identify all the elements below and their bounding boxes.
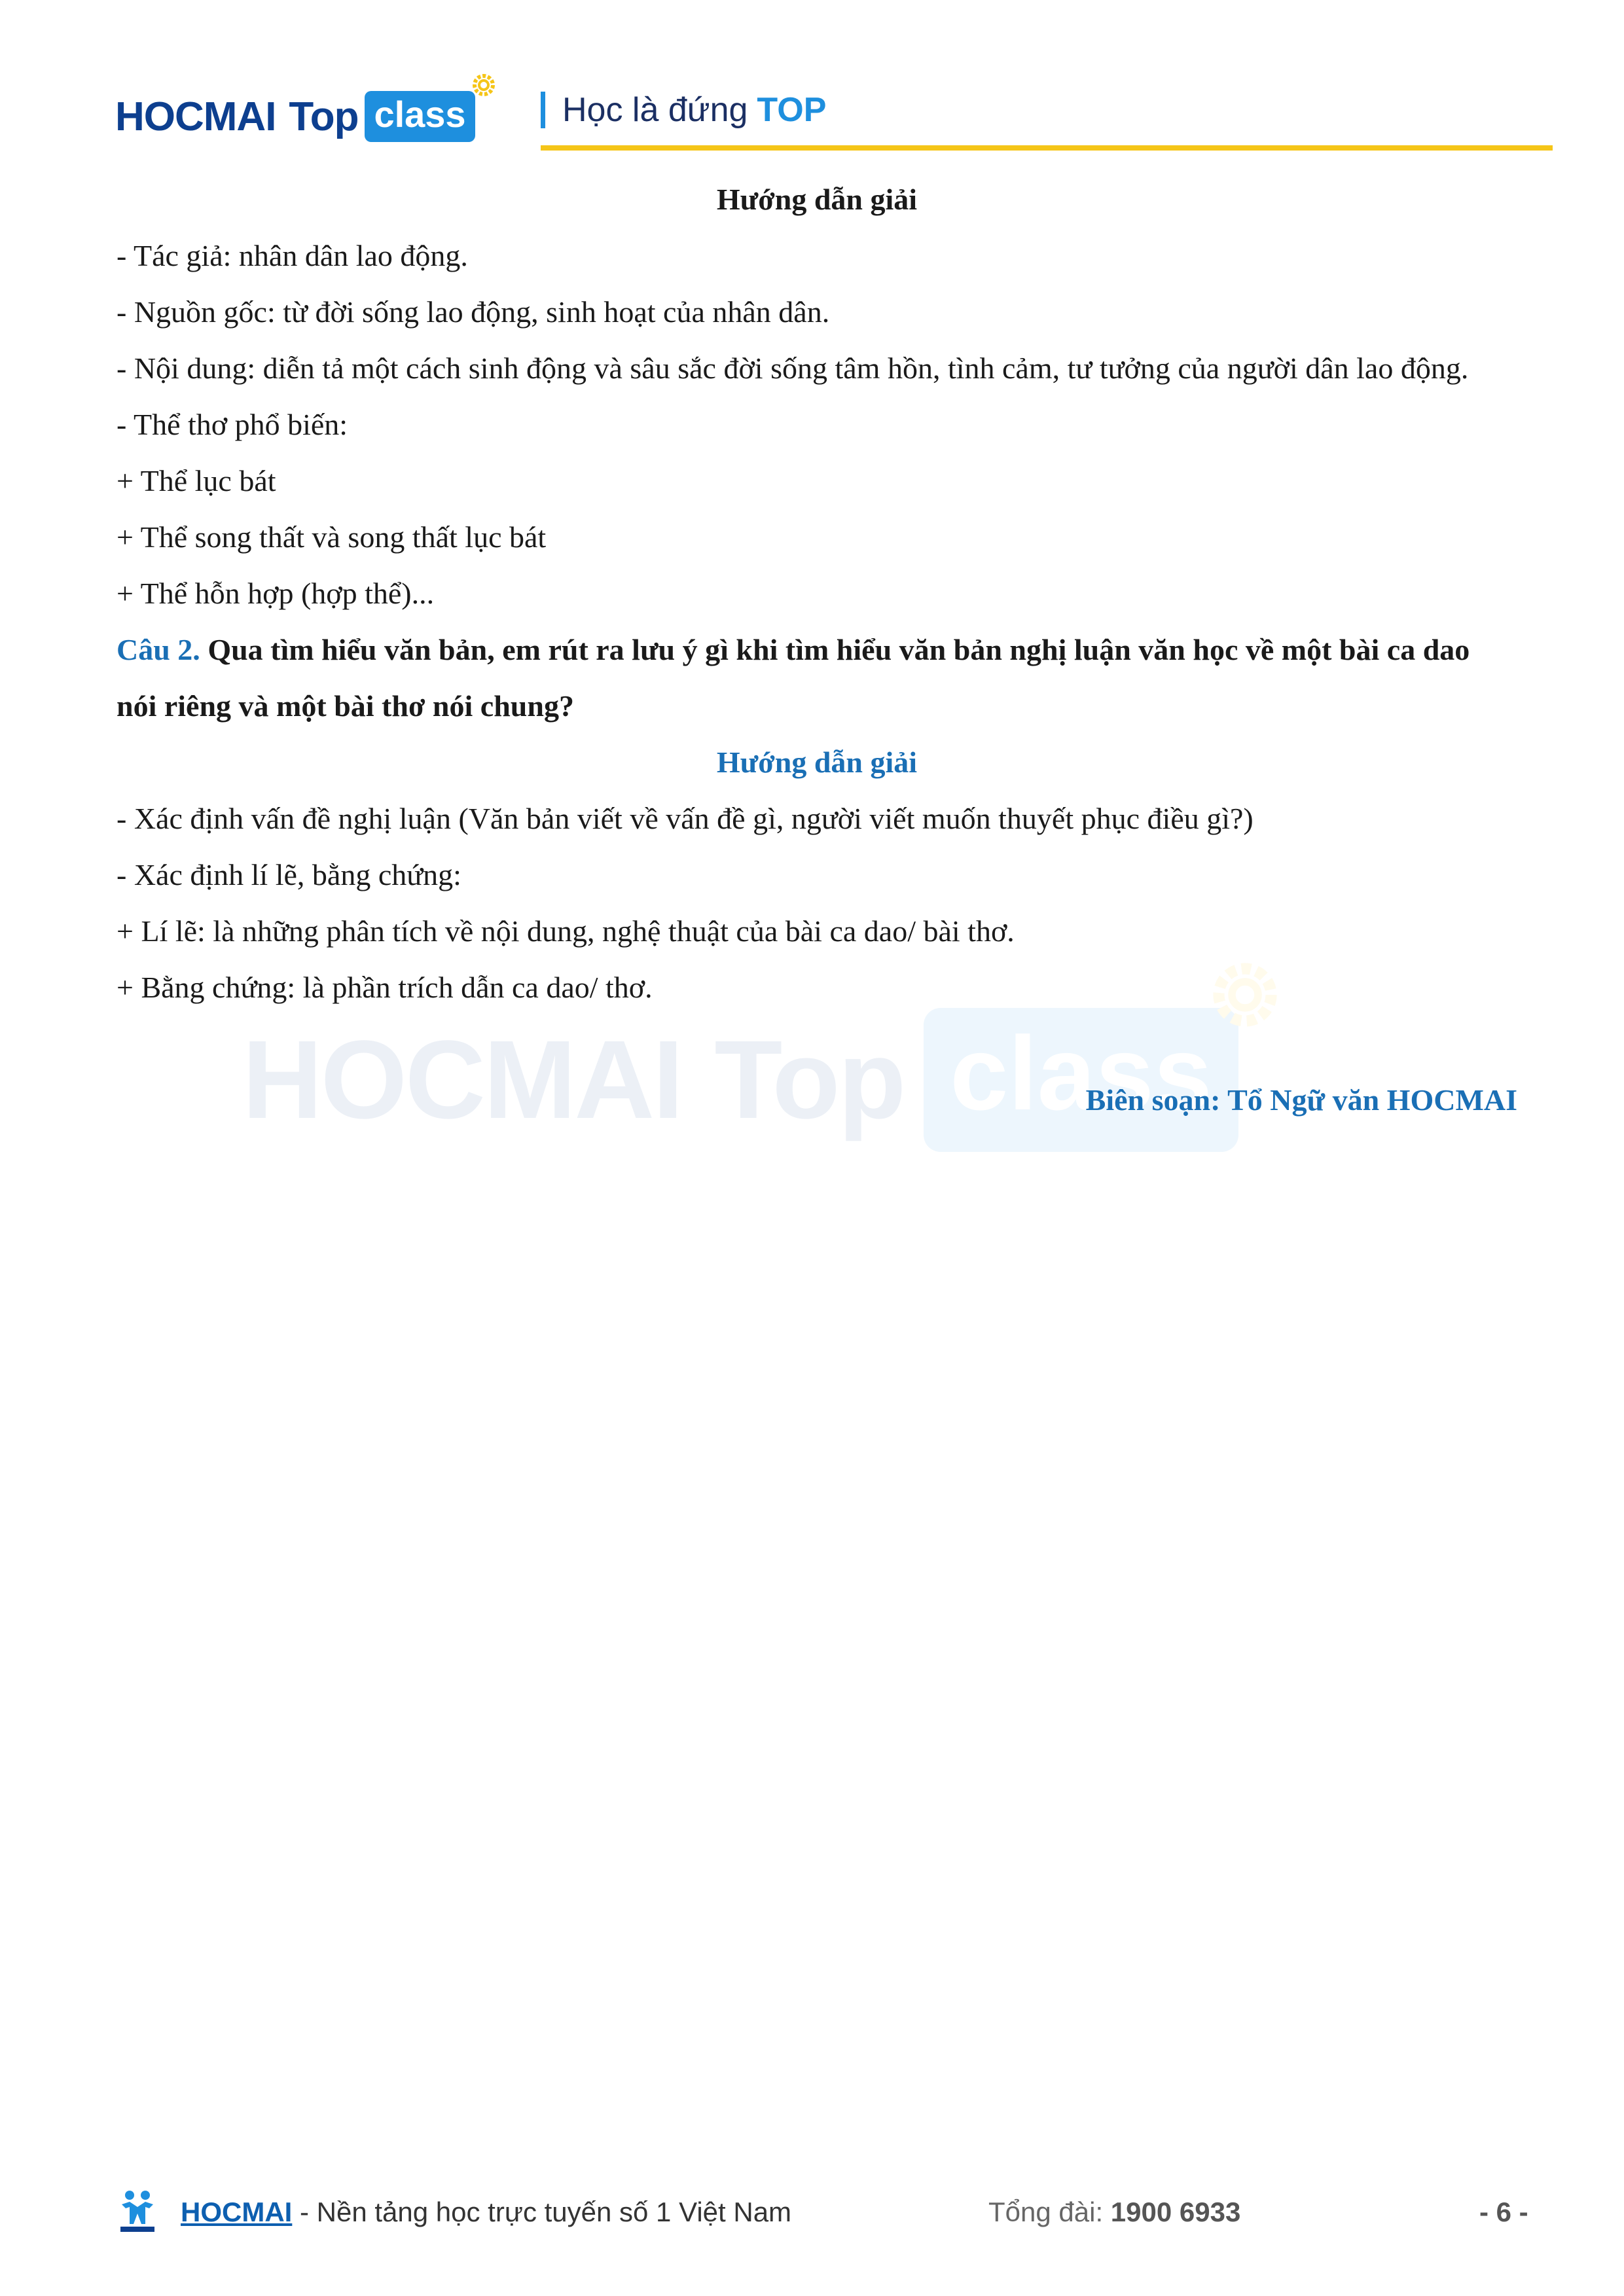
author-signature: Biên soạn: Tổ Ngữ văn HOCMAI bbox=[1085, 1083, 1517, 1117]
footer-slogan bbox=[181, 2197, 791, 2228]
answer-line: - Tác giả: nhân dân lao động. bbox=[117, 239, 468, 272]
logo-top-text: Top bbox=[289, 94, 359, 139]
answer-heading-2: Hướng dẫn giải bbox=[716, 745, 918, 779]
answer-line: + Bằng chứng: là phần trích dẫn ca dao/ thơ. bbox=[117, 971, 653, 1004]
answer-line: + Thể song thất và song thất lục bát bbox=[117, 520, 547, 554]
page-header bbox=[0, 0, 1624, 157]
gear-icon bbox=[470, 71, 497, 99]
page-footer bbox=[0, 2186, 1624, 2245]
answer-line: + Thể lục bát bbox=[117, 464, 276, 497]
tagline-highlight: TOP bbox=[757, 91, 827, 129]
logo-class-badge bbox=[365, 91, 475, 142]
tagline-divider bbox=[541, 92, 545, 128]
answer-line: + Thể hỗn hợp (hợp thể)... bbox=[117, 577, 435, 610]
tagline-text: Học là đứng bbox=[562, 91, 748, 129]
answer-line: - Thể thơ phổ biến: bbox=[117, 408, 348, 441]
hotline-number: 1900 6933 bbox=[1110, 2197, 1241, 2227]
footer-hotline bbox=[988, 2197, 1240, 2228]
answer-heading-1: Hướng dẫn giải bbox=[716, 183, 918, 216]
hocmai-topclass-logo bbox=[115, 84, 475, 149]
watermark-hocmai-text: HOCMAI bbox=[242, 1018, 682, 1142]
question-label: Câu 2. bbox=[117, 633, 200, 666]
logo-class-text: class bbox=[374, 94, 466, 135]
question-2 bbox=[117, 622, 1517, 734]
logo-hocmai-text: HOCMAI bbox=[115, 94, 276, 139]
header-underline bbox=[541, 145, 1553, 151]
answer-line: - Nguồn gốc: từ đời sống lao động, sinh hoạt của nhân dân. bbox=[117, 295, 830, 329]
watermark-top-text: Top bbox=[714, 1018, 905, 1142]
answer-line: - Xác định lí lẽ, bằng chứng: bbox=[117, 858, 461, 891]
hocmai-people-icon bbox=[117, 2187, 158, 2233]
footer-brand-link[interactable]: HOCMAI bbox=[181, 2197, 293, 2227]
watermark-class-text: class bbox=[950, 1014, 1212, 1132]
hotline-label: Tổng đài: bbox=[988, 2197, 1111, 2227]
question-text: Qua tìm hiểu văn bản, em rút ra lưu ý gì khi tìm hiểu văn bản nghị luận văn học về một bài ca dao nói riêng và một bài thơ nói chung? bbox=[117, 633, 1470, 723]
footer-slogan-text: - Nền tảng học trực tuyến số 1 Việt Nam bbox=[292, 2197, 792, 2227]
answer-line: - Xác định vấn đề nghị luận (Văn bản viết về vấn đề gì, người viết muốn thuyết phục điều gì?) bbox=[117, 802, 1254, 835]
page-number: - 6 - bbox=[1479, 2197, 1528, 2227]
header-tagline bbox=[541, 90, 826, 130]
document-body bbox=[117, 171, 1517, 1128]
answer-line: + Lí lẽ: là những phân tích về nội dung, nghệ thuật của bài ca dao/ bài thơ. bbox=[117, 914, 1015, 948]
answer-line: - Nội dung: diễn tả một cách sinh động và sâu sắc đời sống tâm hồn, tình cảm, tư tưởng của người dân lao động. bbox=[117, 351, 1469, 385]
